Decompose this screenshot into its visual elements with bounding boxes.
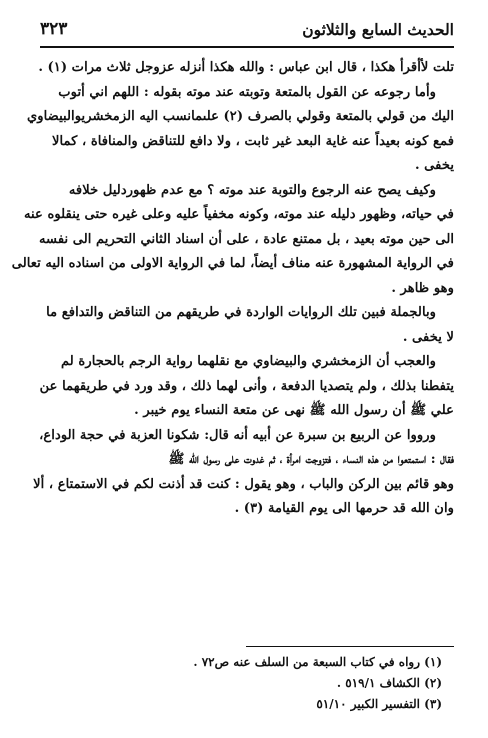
text-line: الى حين موته بعيد ، بل ممتنع عادة ، على أن اسناد الثاني التحريم الى نفسه bbox=[38, 231, 454, 247]
footnote: (١) رواه في كتاب السبعة من السلف عنه ص٧٢ . bbox=[193, 655, 442, 669]
text-line: في حياته، وظهور دليله عند موته، وكونه مخفياً عليه وعلى غيره حتى ينقلوه عنه bbox=[23, 207, 454, 222]
text-line: وان الله قد حرمها الى يوم القيامة (٣) . bbox=[234, 501, 454, 516]
page-number: ٣٢٣ bbox=[40, 19, 68, 39]
text-line: وهو قائم بين الركن والباب ، وهو يقول : كنت قد أذنت لكم في الاستمتاع ، ألا bbox=[33, 476, 454, 492]
text-line: يتفطنا بذلك ، ولم يتصديا الدفعة ، وأنى لهما ذلك ، وقد ورد في طريقهما عن bbox=[39, 378, 454, 394]
text-line: اليك من قولي بالمتعة وقولي بالصرف (٢) علىمانسب اليه الزمخشريوالبيضاوي bbox=[26, 109, 454, 124]
text-line: فقال : استمتعوا من هذه النساء ، فتزوجت امرأة ، ثم غدوت على رسول الله ﷺ bbox=[168, 452, 454, 467]
text-line: وأما رجوعه عن القول بالمتعة وتوبته عند موته بقوله : اللهم اني أتوب bbox=[58, 84, 436, 100]
text-line: ورووا عن الربيع بن سبرة عن أبيه أنه قال: شكونا العزبة في حجة الوداع، bbox=[39, 427, 436, 443]
footnote: (٢) الكشاف ٥١٩/١ . bbox=[336, 676, 442, 690]
text-line: يخفى . bbox=[414, 158, 454, 173]
text-line: في الرواية المشهورة عنه مناف أيضاً، لما في الرواية الاولى من اسناده اليه تعالى bbox=[11, 256, 454, 271]
text-line: والعجب أن الزمخشري والبيضاوي مع نقلهما رواية الرجم بالحجارة لم bbox=[61, 354, 436, 369]
footnote-rule bbox=[246, 646, 454, 647]
page-header bbox=[40, 16, 454, 42]
footnote: (٣) التفسير الكبير ٥١/١٠ bbox=[316, 697, 442, 711]
text-line: وهو ظاهر . bbox=[391, 280, 454, 296]
header-rule bbox=[40, 46, 454, 48]
text-line: تلت لأأقرأ هكذا ، قال ابن عباس : والله هكذا أنزله عزوجل ثلاث مرات (١) . bbox=[38, 60, 454, 75]
text-line: علي ﷺ أن رسول الله ﷺ نهى عن متعة النساء يوم خيبر . bbox=[134, 403, 454, 418]
main-text bbox=[11, 56, 454, 522]
footnotes bbox=[94, 652, 454, 715]
text-line: لا يخفى . bbox=[402, 329, 454, 345]
text-line: فمع كونه بعيداً عنه غاية البعد غير ثابت ، ولا دافع للتناقض والمنافاة ، كمالا bbox=[51, 133, 454, 149]
text-line: وبالجملة فبين تلك الروايات الواردة في طريقهم من التناقض والتدافع ما bbox=[46, 305, 436, 320]
running-title: الحديث السابع والثلاثون bbox=[302, 19, 454, 39]
text-line: وكيف يصح عنه الرجوع والتوبة عند موته ؟ مع عدم ظهوردليل خلافه bbox=[68, 182, 436, 198]
